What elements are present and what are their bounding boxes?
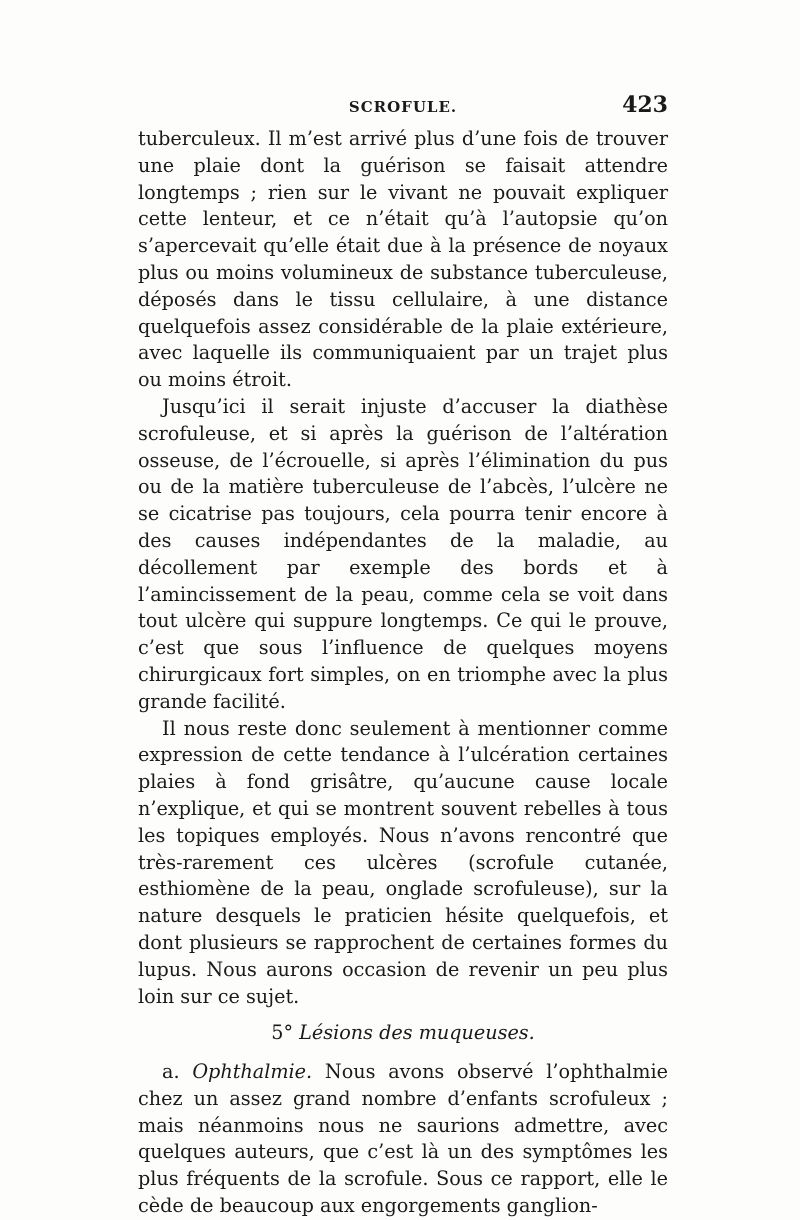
subsection-label: Ophthalmie. [192,1060,313,1084]
page-number: 423 [622,92,668,118]
section-heading [138,1020,668,1047]
paragraph-3: Il nous reste donc seulement à mentionner comme expression de cette tendance à l’ulcération certaines plaies à fond grisâtre, qu’aucune cause locale n’explique, et qui se montrent souvent rebelles à tous les topiques employés. Nous n’avons rencontré que très-rarement ces ulcères (scrofule cutanée, esthiomène de la peau, onglade scrofuleuse), sur la nature desquels le praticien hésite quelquefois, et dont plusieurs se rapprochent de certaines formes du lupus. Nous aurons occasion de revenir un peu plus loin sur ce sujet. [138,716,668,1008]
section-number: 5° [271,1021,294,1045]
section-title: Lésions des muqueuses. [299,1021,535,1045]
subsection-letter: a. [162,1060,180,1084]
subsection-paragraph [138,1059,668,1220]
paragraph-1: tuberculeux. Il m’est arrivé plus d’une fois de trouver une plaie dont la guérison se faisait attendre longtemps ; rien sur le vivant ne pouvait expliquer cette lenteur, et ce n’était qu’à l’autopsie qu’on s’apercevait qu’elle était due à la présence de noyaux plus ou moins volumineux de substance tuberculeuse, déposés dans le tissu cellulaire, à une distance quelquefois assez considérable de la plaie extérieure, avec laquelle ils communiquaient par un trajet plus ou moins étroit. [138,127,668,392]
running-head [138,92,668,126]
book-page [138,92,668,1220]
paragraph-2: Jusqu’ici il serait injuste d’accuser la diathèse scrofuleuse, et si après la guérison de l’altération osseuse, de l’écrouelle, si après l’élimination du pus ou de la matière tuberculeuse de l’abcès, l’ulcère ne se cicatrise pas toujours, cela pourra tenir encore à des causes indépendantes de la maladie, au décollement par exemple des bords et à l’amincissement de la peau, comme cela se voit dans tout ulcère qui suppure longtemps. Ce qui le prouve, c’est que sous l’influence de quelques moyens chirurgicaux fort simples, on en triomphe avec la plus grande facilité. [138,394,668,713]
subsection-text: Nous avons observé l’ophthalmie chez un assez grand nombre d’enfants scrofuleux ; mais néanmoins nous ne saurions admettre, avec quelques auteurs, que c’est là un des symptômes les plus fréquents de la scrofule. Sous ce rapport, elle le cède de beaucoup aux engorgements ganglion- [138,1060,668,1218]
running-title: SCROFULE. [348,98,458,116]
